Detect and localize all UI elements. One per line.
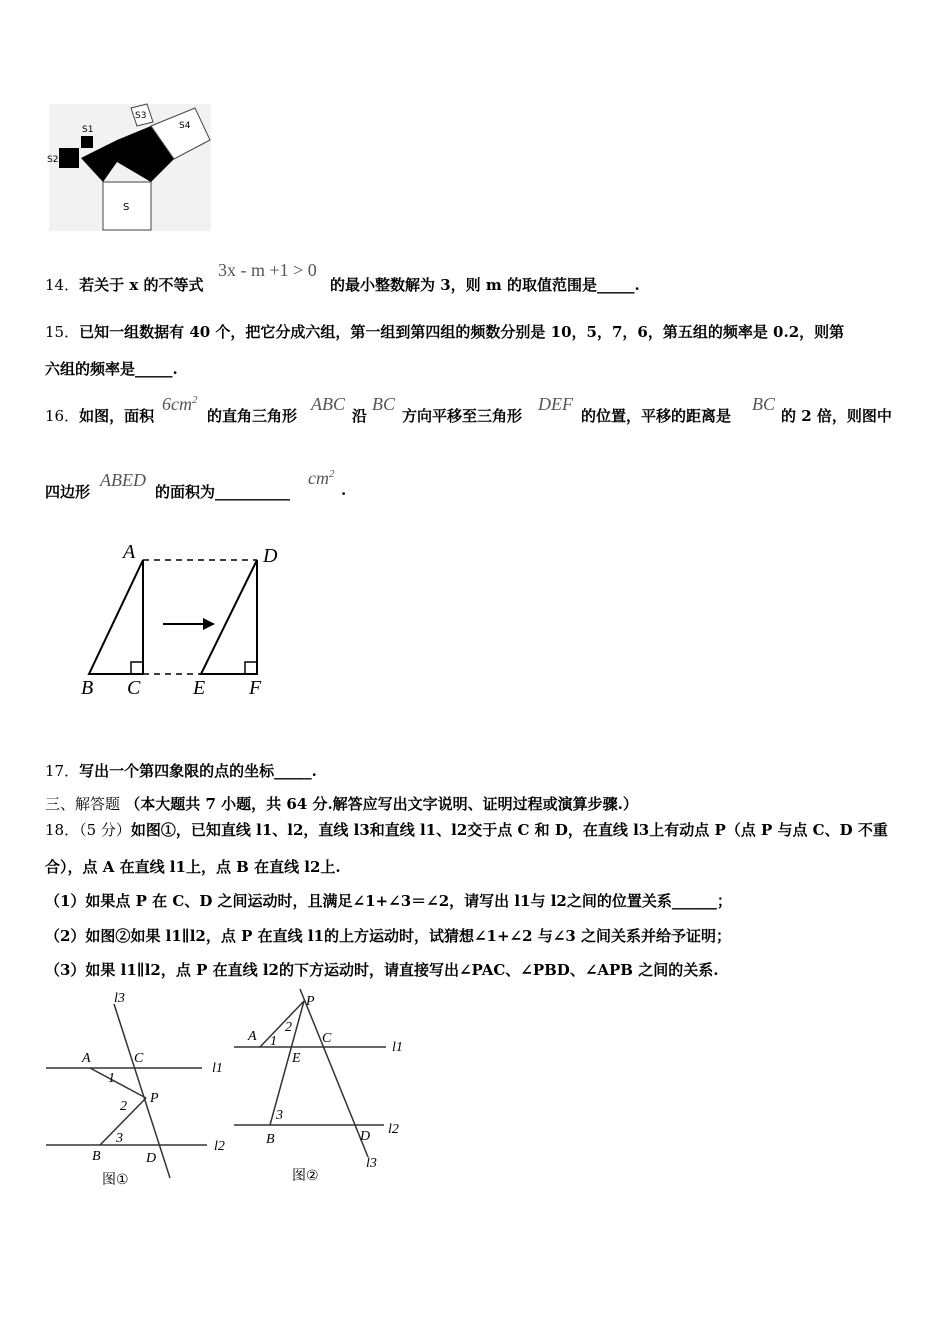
q16-bc2: BC xyxy=(752,394,776,414)
question-15 xyxy=(45,321,844,342)
label-c: C xyxy=(322,1031,332,1046)
q16-bc: BC xyxy=(372,394,396,414)
label-b: B xyxy=(92,1149,101,1164)
label-b: B xyxy=(266,1132,275,1147)
q16-t7: 四边形 xyxy=(45,483,91,501)
section-3-title: 三、解答题 xyxy=(45,795,121,813)
label-s4: S4 xyxy=(179,121,191,131)
q16-t6: 的 2 倍，则图中 xyxy=(781,407,892,425)
label-a: A xyxy=(248,1029,257,1044)
label-a: A xyxy=(123,541,136,563)
q16-t8-text: 的面积为 xyxy=(155,483,216,501)
q18-score: （5 分） xyxy=(79,821,131,839)
q16-t4: 方向平移至三角形 xyxy=(402,407,523,425)
q15-number: 15． xyxy=(45,323,80,341)
translation-figure xyxy=(75,540,295,705)
label-b: B xyxy=(81,677,94,699)
line-l3 xyxy=(114,1004,170,1178)
label-c: C xyxy=(134,1051,144,1066)
question-18 xyxy=(45,819,888,840)
label-angle-2: 2 xyxy=(120,1099,127,1114)
label-angle-2: 2 xyxy=(285,1020,292,1035)
label-l3: l3 xyxy=(366,1156,377,1171)
q15-blank[interactable]: _____ xyxy=(135,360,173,378)
question-16 xyxy=(45,405,154,426)
triangle-def xyxy=(201,560,257,674)
caption-fig2: 图② xyxy=(292,1168,319,1184)
q18-part3: （3）如果 l1∥l2，点 P 在直线 l2的下方运动时，请直接写出∠PAC、∠PBD、∠APB 之间的关系. xyxy=(45,961,719,979)
segment-ap xyxy=(90,1068,146,1098)
label-e: E xyxy=(292,1051,301,1066)
q14-post: 的最小整数解为 3，则 m 的取值范围是 xyxy=(330,276,597,294)
line-l3 xyxy=(300,989,371,1157)
q16-number: 16． xyxy=(45,407,80,425)
q16-abc: ABC xyxy=(311,394,345,414)
label-s: S xyxy=(123,202,130,213)
q14-formula: 3x - m +1 > 0 xyxy=(218,260,317,280)
caption-fig1: 图① xyxy=(102,1172,129,1188)
q16-t3: 沿 xyxy=(352,407,368,425)
label-l2: l2 xyxy=(388,1122,399,1137)
label-l3: l3 xyxy=(114,991,125,1006)
figure-18-1 xyxy=(42,990,232,1195)
right-angle-f xyxy=(245,662,257,674)
label-l1: l1 xyxy=(392,1040,403,1055)
q18-number: 18． xyxy=(45,821,80,839)
section-3-header xyxy=(45,793,638,814)
section-3-desc: （本大题共 7 小题，共 64 分.解答应写出文字说明、证明过程或演算步骤.） xyxy=(125,795,638,813)
q16-blank[interactable]: __________ xyxy=(215,483,291,501)
right-angle-c xyxy=(131,662,143,674)
q14-number: 14． xyxy=(45,276,80,294)
label-s3: S3 xyxy=(135,111,147,121)
label-angle-1: 1 xyxy=(270,1034,277,1049)
q16-t1: 如图，面积 xyxy=(79,407,155,425)
square-s1 xyxy=(81,136,93,148)
square-s2 xyxy=(59,148,79,168)
label-c: C xyxy=(127,677,141,699)
label-s2: S2 xyxy=(47,155,59,165)
arrow-head xyxy=(203,618,215,630)
q16-t2: 的直角三角形 xyxy=(207,407,298,425)
label-d: D xyxy=(360,1129,371,1144)
squares-figure xyxy=(45,100,215,235)
q17-text: 写出一个第四象限的点的坐标 xyxy=(79,762,275,780)
question-17 xyxy=(45,760,317,781)
question-15-line2 xyxy=(45,358,178,379)
q14-text: 若关于 x 的不等式 xyxy=(79,276,204,294)
q17-end: . xyxy=(311,762,317,780)
label-s1: S1 xyxy=(82,125,94,135)
q16-t5: 的位置，平移的距离是 xyxy=(581,407,732,425)
q16-end: . xyxy=(341,481,347,499)
q14-tail xyxy=(330,274,640,295)
label-e: E xyxy=(193,677,206,699)
label-d: D xyxy=(263,545,278,567)
label-d: D xyxy=(146,1151,157,1166)
q18-part2: （2）如图②如果 l1∥l2，点 P 在直线 l1的上方运动时，试猜想∠1+∠2 与∠3 之间关系并给予证明； xyxy=(45,927,731,945)
q18-part1: （1）如果点 P 在 C、D 之间运动时，且满足∠1+∠3＝∠2，请写出 l1与 l2之间的位置关系______； xyxy=(45,892,732,910)
label-angle-3: 3 xyxy=(116,1131,123,1146)
q15-end: . xyxy=(172,360,178,378)
label-a: A xyxy=(82,1051,91,1066)
q18-line1: 如图①，已知直线 l1、l2，直线 l3和直线 l1、l2交于点 C 和 D，在直线 l3上有动点 P（点 P 与点 C、D 不重 xyxy=(130,821,888,839)
q16-unit: $cm^2$ xyxy=(308,468,335,488)
q17-number: 17． xyxy=(45,762,80,780)
label-l1: l1 xyxy=(212,1061,223,1076)
q16-def: DEF xyxy=(538,394,573,414)
q17-blank[interactable]: _____ xyxy=(274,762,312,780)
label-l2: l2 xyxy=(214,1139,225,1154)
label-p: P xyxy=(150,1091,159,1106)
label-angle-3: 3 xyxy=(276,1108,283,1123)
q14-end: . xyxy=(634,276,640,294)
q14-blank[interactable]: _____ xyxy=(596,276,635,294)
triangle-abc xyxy=(89,560,143,674)
q15-line1: 已知一组数据有 40 个，把它分成六组，第一组到第四组的频数分别是 10，5，7，6，第五组的频率是 0.2，则第 xyxy=(79,323,845,341)
q18-line2: 合），点 A 在直线 l1上，点 B 在直线 l2上. xyxy=(45,858,341,876)
question-14 xyxy=(45,274,203,295)
q16-t8 xyxy=(155,481,290,502)
q16-abed: ABED xyxy=(100,470,146,490)
label-angle-1: 1 xyxy=(108,1071,115,1086)
label-f: F xyxy=(249,677,262,699)
q15-line2: 六组的频率是 xyxy=(45,360,136,378)
q16-area: $6cm^2$ xyxy=(162,394,198,414)
figure-18-2 xyxy=(230,985,415,1195)
label-p: P xyxy=(306,994,315,1009)
